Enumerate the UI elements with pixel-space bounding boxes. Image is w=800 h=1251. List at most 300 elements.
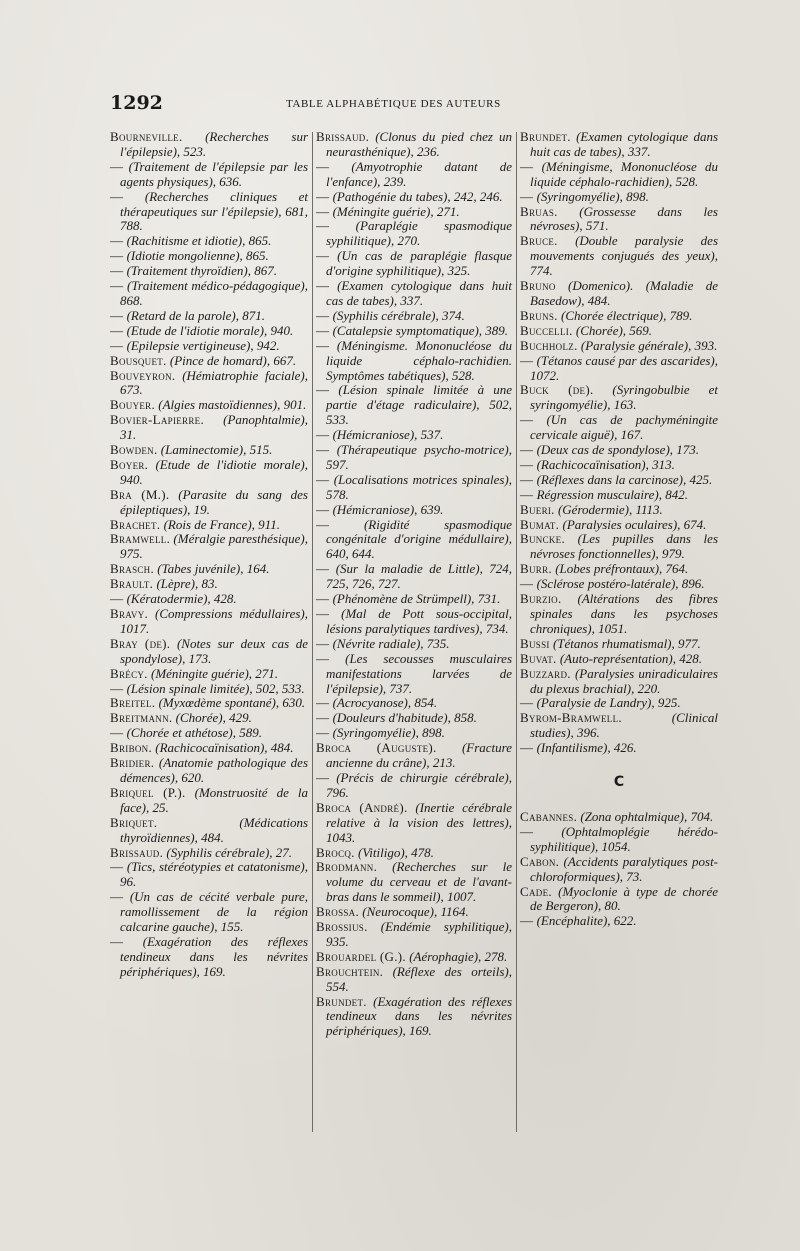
author-name: Bueri.	[520, 501, 555, 517]
entry-title-pages: (Exagération des réflexes tendineux dans les névrites périphériques), 169.	[326, 993, 513, 1039]
index-entry	[316, 920, 512, 950]
entry-title-pages: (Réflexe des orteils), 554.	[326, 963, 512, 994]
entry-title-pages: (Panophtalmie), 31.	[120, 412, 308, 443]
index-entry	[520, 473, 718, 488]
entry-title-pages: (Chorée), 429.	[175, 710, 252, 726]
entry-title-pages: (Grossesse dans les névroses), 571.	[530, 203, 718, 234]
author-name: —	[316, 591, 330, 607]
index-entry	[520, 696, 718, 711]
author-name: —	[316, 769, 330, 785]
entry-title-pages: (Paralysies uniradiculaires du plexus brachial), 220.	[530, 665, 718, 696]
entry-title-pages: (Laminectomie), 515.	[160, 442, 273, 458]
index-entry	[316, 607, 512, 637]
entry-title-pages: (Pathogénie du tabes), 242, 246.	[332, 188, 503, 204]
entry-title-pages: (Thérapeutique psycho-motrice), 597.	[326, 442, 512, 472]
author-name: Brouardel (G.).	[316, 948, 406, 964]
index-column-2	[316, 130, 512, 1039]
index-entry	[110, 682, 308, 697]
index-entry	[316, 473, 512, 503]
author-name: Bramwell.	[110, 531, 171, 547]
author-name: Buccelli.	[520, 322, 573, 338]
entry-title-pages: (Syringomyélie), 898.	[536, 188, 649, 204]
column-divider	[312, 132, 313, 1132]
index-entry	[110, 369, 308, 399]
index-entry	[520, 443, 718, 458]
author-name: —	[110, 248, 124, 264]
entry-title-pages: (Monstruosité de la face), 25.	[120, 784, 309, 815]
entry-title-pages: (Lèpre), 83.	[156, 576, 218, 592]
index-entry	[520, 324, 718, 339]
author-name: —	[110, 263, 124, 279]
index-entry	[316, 279, 512, 309]
entry-title-pages: (Altérations des fibres spinales dans les psychoses chroniques), 1051.	[530, 591, 718, 636]
index-entry	[316, 905, 512, 920]
author-name: —	[520, 352, 534, 368]
entry-title-pages: (Pince de homard), 667.	[169, 352, 297, 368]
author-name: Brissaud.	[110, 844, 164, 860]
author-name: Buchholz.	[520, 337, 578, 353]
entry-title-pages: (Zona ophtalmique), 704.	[580, 808, 714, 824]
entry-title-pages: (Idiotie mongolienne), 865.	[126, 248, 269, 264]
entry-title-pages: (Domenico). (Maladie de Basedow), 484.	[530, 278, 719, 308]
index-entry	[520, 383, 718, 413]
index-entry	[520, 234, 718, 279]
page-header	[110, 92, 710, 118]
entry-title-pages: (Tics, stéréotypies et catatonisme), 96.	[120, 859, 308, 890]
author-name: Cabannes.	[520, 808, 578, 824]
author-name: Burzio.	[520, 591, 562, 607]
entry-title-pages: (Clonus du pied chez un neurasthénique), 236.	[326, 129, 513, 159]
author-name: —	[316, 322, 330, 338]
index-entry	[110, 890, 308, 935]
column-divider	[516, 132, 517, 1132]
index-entry	[520, 279, 718, 309]
index-column-3	[520, 130, 718, 929]
author-name: —	[316, 471, 330, 487]
entry-title-pages: (Les pupilles dans les névroses fonctionnelles), 979.	[530, 531, 718, 562]
index-entry	[316, 219, 512, 249]
entry-title-pages: (Syringobulbie et syringomyélie), 163.	[530, 382, 718, 413]
entry-title-pages: (Examen cytologique dans huit cas de tabes), 337.	[530, 129, 719, 159]
index-entry	[110, 711, 308, 726]
index-entry	[316, 324, 512, 339]
author-name: Brodmann.	[316, 859, 378, 875]
index-entry	[110, 592, 308, 607]
index-entry	[110, 667, 308, 682]
author-name: Bra (M.).	[110, 486, 170, 502]
index-entry	[316, 711, 512, 726]
section-letter: C	[613, 774, 625, 791]
index-entry	[316, 190, 512, 205]
index-entry	[316, 503, 512, 518]
entry-title-pages: (Inertie cérébrale relative à la vision des lettres), 1043.	[326, 799, 512, 845]
index-entry	[110, 816, 308, 846]
author-name: Bumat.	[520, 516, 560, 532]
entry-title-pages: (Infantilisme), 426.	[536, 740, 637, 756]
entry-title-pages: (Névrite radiale), 735.	[332, 635, 450, 651]
index-entry	[520, 810, 718, 825]
entry-title-pages: (Méningisme, Mononucléose du liquide céphalo-rachidien), 528.	[530, 158, 718, 189]
index-entry	[316, 428, 512, 443]
author-name: Brocq.	[316, 844, 355, 860]
index-entry	[110, 607, 308, 637]
entry-title-pages: (Tétanos rhumatismal), 977.	[552, 635, 701, 651]
index-entry	[110, 354, 308, 369]
entry-title-pages: (Hémiatrophie faciale), 673.	[120, 367, 308, 398]
author-name: —	[316, 606, 330, 621]
entry-title-pages: (Paralysie de Landry), 925.	[536, 695, 681, 711]
author-name: —	[316, 710, 330, 726]
index-entry	[110, 309, 308, 324]
index-entry	[316, 562, 512, 592]
index-entry	[110, 249, 308, 264]
author-name: —	[110, 680, 124, 696]
author-name: Brouchtein.	[316, 963, 384, 979]
entry-title-pages: (Tabes juvénile), 164.	[157, 561, 270, 577]
entry-title-pages: (Kératodermie), 428.	[126, 591, 237, 607]
index-entry	[316, 846, 512, 861]
index-entry	[110, 846, 308, 861]
index-entry	[520, 667, 718, 697]
index-entry	[520, 488, 718, 503]
index-entry	[316, 726, 512, 741]
author-name: Bruas.	[520, 203, 558, 219]
index-entry	[110, 562, 308, 577]
author-name: Broca (André).	[316, 799, 408, 815]
index-entry	[316, 443, 512, 473]
index-entry	[520, 309, 718, 324]
author-name: —	[316, 278, 330, 294]
entry-title-pages: (Localisations motrices spinales), 578.	[326, 471, 513, 502]
entry-title-pages: (Ophtalmoplégie hérédo-syphilitique), 1054.	[530, 823, 718, 854]
author-name: Bouyer.	[110, 397, 156, 413]
entry-title-pages: (Endémie syphilitique), 935.	[326, 919, 512, 949]
author-name: Bovier-Lapierre.	[110, 412, 204, 428]
author-name: —	[520, 188, 534, 204]
index-entry	[316, 801, 512, 846]
author-name: —	[316, 337, 330, 353]
index-entry	[316, 741, 512, 771]
author-name: Bravy.	[110, 606, 149, 621]
entry-title-pages: (Retard de la parole), 871.	[126, 307, 265, 323]
author-name: Bruno	[520, 278, 556, 294]
entry-title-pages: (Sclérose postéro-latérale), 896.	[536, 576, 705, 592]
index-entry	[110, 398, 308, 413]
index-entry	[520, 532, 718, 562]
entry-title-pages: (Deux cas de spondylose), 173.	[536, 442, 700, 458]
author-name: —	[316, 382, 330, 398]
entry-title-pages: (Exagération des réflexes tendineux dans les névrites périphériques), 169.	[120, 933, 309, 979]
entry-title-pages: (Recherches sur l'épilepsie), 523.	[120, 129, 309, 159]
author-name: —	[316, 158, 330, 174]
author-name: —	[316, 516, 330, 532]
entry-title-pages: (Fracture ancienne du crâne), 213.	[326, 740, 512, 771]
index-entry	[316, 950, 512, 965]
index-entry	[110, 577, 308, 592]
entry-title-pages: (Auto-représentation), 428.	[559, 650, 702, 666]
entry-title-pages: (Encéphalite), 622.	[536, 913, 637, 929]
entry-title-pages: (Myoclonie à type de chorée de Bergeron), 80.	[530, 883, 718, 914]
author-name: Brécy.	[110, 665, 148, 681]
entry-title-pages: (Tétanos causé par des ascarides), 1072.	[530, 352, 718, 383]
entry-title-pages: (Recherches sur le volume du cerveau et de l'avant-bras dans le sommeil), 1007.	[326, 859, 513, 905]
index-entry	[520, 354, 718, 384]
author-name: Bruce.	[520, 233, 558, 249]
index-entry	[520, 190, 718, 205]
entry-title-pages: (Lobes préfrontaux), 764.	[555, 561, 689, 577]
entry-title-pages: (Algies mastoïdiennes), 901.	[158, 397, 307, 413]
index-entry	[316, 309, 512, 324]
author-name: Brossius.	[316, 919, 368, 935]
index-entry	[110, 190, 308, 235]
index-entry	[520, 503, 718, 518]
author-name: Briquet.	[110, 814, 158, 830]
author-name: —	[316, 442, 330, 458]
entry-title-pages: (Méningite guérie), 271.	[150, 665, 279, 681]
page-number: 1292	[110, 92, 163, 114]
entry-title-pages: (Douleurs d'habitude), 858.	[332, 710, 477, 726]
index-entry	[110, 458, 308, 488]
index-entry	[316, 592, 512, 607]
entry-title-pages: (Accidents paralytiques post-chloroformiques), 73.	[530, 853, 719, 884]
entry-title-pages: (Traitement de l'épilepsie par les agents physiques), 636.	[120, 158, 309, 189]
entry-title-pages: (Rachicocaïnisation), 484.	[155, 740, 294, 756]
author-name: —	[520, 695, 534, 711]
author-name: Broca (Auguste).	[316, 740, 437, 756]
index-entry	[316, 965, 512, 995]
index-entry	[520, 160, 718, 190]
author-name: —	[110, 889, 124, 905]
author-name: —	[110, 188, 124, 204]
author-name: Breitel.	[110, 695, 156, 711]
entry-title-pages: (Examen cytologique dans huit cas de tabes), 337.	[326, 278, 512, 308]
entry-title-pages: (Rigidité spasmodique congénitale d'origine médullaire), 640, 644.	[326, 516, 512, 562]
author-name: Briquel (P.).	[110, 784, 186, 800]
author-name: Buncke.	[520, 531, 566, 547]
entry-title-pages: (Phénomène de Strümpell), 731.	[332, 591, 501, 607]
entry-title-pages: (Traitement médico-pédagogique), 868.	[120, 278, 309, 308]
author-name: —	[316, 427, 330, 443]
index-entry	[520, 741, 718, 756]
index-entry	[520, 339, 718, 354]
author-name: —	[110, 307, 124, 323]
index-entry	[110, 532, 308, 562]
index-entry	[520, 518, 718, 533]
author-name: Brasch.	[110, 561, 155, 577]
author-name: —	[110, 933, 124, 949]
author-name: —	[110, 233, 124, 249]
index-entry	[316, 771, 512, 801]
index-entry	[110, 935, 308, 980]
index-entry	[110, 413, 308, 443]
running-title: TABLE ALPHABÉTIQUE DES AUTEURS	[286, 98, 501, 110]
author-name: Brundet.	[316, 993, 367, 1009]
entry-title-pages: (Etude de l'idiotie morale), 940.	[120, 456, 308, 487]
author-name: —	[316, 650, 330, 666]
author-name: —	[520, 740, 534, 756]
author-name: Byrom-Bramwell.	[520, 710, 622, 726]
author-name: —	[316, 188, 330, 204]
index-entry	[316, 860, 512, 905]
entry-title-pages: (Myxœdème spontané), 630.	[158, 695, 306, 711]
author-name: Brault.	[110, 576, 154, 592]
entry-title-pages: (Syphilis cérébrale), 374.	[332, 307, 465, 323]
index-columns	[110, 130, 718, 1140]
author-name: —	[316, 203, 330, 219]
author-name: —	[110, 278, 124, 294]
entry-title-pages: (Syringomyélie), 898.	[332, 725, 445, 741]
index-entry	[316, 518, 512, 563]
entry-title-pages: (Epilepsie vertigineuse), 942.	[126, 337, 280, 353]
entry-title-pages: (Un cas de pachyméningite cervicale aiguë), 167.	[530, 412, 718, 443]
index-entry	[520, 711, 718, 741]
author-name: Brachet.	[110, 516, 161, 532]
author-name: Cabon.	[520, 853, 560, 869]
entry-title-pages: (Gérodermie), 1113.	[557, 501, 663, 517]
index-entry	[110, 741, 308, 756]
index-entry	[110, 726, 308, 741]
index-entry	[110, 443, 308, 458]
index-entry	[110, 637, 308, 667]
entry-title-pages: (Amyotrophie datant de l'enfance), 239.	[326, 158, 512, 189]
index-entry	[520, 914, 718, 929]
author-name: —	[520, 412, 534, 428]
entry-title-pages: (Lésion spinale limitée), 502, 533.	[126, 680, 305, 696]
author-name: —	[316, 725, 330, 741]
entry-title-pages: (Notes sur deux cas de spondylose), 173.	[120, 635, 308, 666]
entry-title-pages: (Méningisme. Mononucléose du liquide céphalo-rachidien. Symptômes tabétiques), 528.	[326, 337, 513, 383]
index-entry	[520, 592, 718, 637]
author-name: Burr.	[520, 561, 552, 577]
entry-title-pages: (Etude de l'idiotie morale), 940.	[126, 322, 294, 338]
author-name: Breitmann.	[110, 710, 173, 726]
index-entry	[520, 205, 718, 235]
index-entry	[110, 339, 308, 354]
index-entry	[316, 130, 512, 160]
entry-title-pages: (Mal de Pott sous-occipital, lésions paralytiques tardives), 734.	[326, 606, 513, 636]
index-entry	[520, 652, 718, 667]
author-name: —	[110, 591, 124, 607]
author-name: Bussi	[520, 635, 550, 651]
author-name: Buck (de).	[520, 382, 594, 398]
entry-title-pages: (Clinical studies), 396.	[530, 710, 718, 741]
entry-title-pages: (Neurocoque), 1164.	[362, 904, 469, 920]
index-entry	[520, 577, 718, 592]
author-name: —	[110, 859, 124, 875]
entry-title-pages: (Syphilis cérébrale), 27.	[166, 844, 293, 860]
entry-title-pages: (Rachicocaïnisation), 313.	[536, 456, 675, 472]
entry-title-pages: (Méralgie paresthésique), 975.	[120, 531, 308, 562]
entry-title-pages: (Les secousses musculaires manifestations larvées de l'épilepsie), 737.	[326, 650, 513, 696]
entry-title-pages: (Médications thyroïdiennes), 484.	[120, 814, 308, 845]
entry-title-pages: (Compressions médullaires), 1017.	[120, 606, 308, 636]
author-name: —	[520, 576, 534, 592]
author-name: —	[520, 442, 534, 458]
index-entry	[520, 130, 718, 160]
index-column-3-entries	[520, 130, 718, 756]
author-name: Bridier.	[110, 755, 155, 771]
index-entry	[110, 160, 308, 190]
index-entry	[110, 130, 308, 160]
author-name: Brundet.	[520, 129, 571, 144]
index-entry	[316, 383, 512, 428]
author-name: —	[110, 337, 124, 353]
author-name: —	[520, 823, 534, 839]
author-name: Brissaud.	[316, 129, 370, 144]
index-column-1	[110, 130, 308, 980]
entry-title-pages: (Rois de France), 911.	[163, 516, 280, 532]
entry-title-pages: (Réflexes dans la carcinose), 425.	[536, 471, 713, 487]
author-name: Bousquet.	[110, 352, 167, 368]
entry-title-pages: (Sur la maladie de Little), 724, 725, 726, 727.	[326, 561, 512, 592]
author-name: —	[316, 307, 330, 323]
index-entry	[110, 279, 308, 309]
index-entry	[316, 696, 512, 711]
index-entry	[110, 234, 308, 249]
author-name: Bray (de).	[110, 635, 171, 651]
entry-title-pages: (Acrocyanose), 854.	[332, 695, 438, 711]
index-entry	[520, 885, 718, 915]
index-entry	[110, 264, 308, 279]
author-name: —	[110, 158, 124, 174]
index-entry	[520, 855, 718, 885]
author-name: Bribon.	[110, 740, 153, 756]
author-name: —	[316, 561, 330, 577]
index-entry	[316, 637, 512, 652]
index-entry	[520, 458, 718, 473]
entry-title-pages: (Hémicraniose), 639.	[332, 501, 444, 517]
author-name: Bowden.	[110, 442, 158, 458]
author-name: —	[520, 471, 534, 487]
entry-title-pages: (Anatomie pathologique des démences), 620.	[120, 755, 308, 785]
author-name: Buvat.	[520, 650, 557, 666]
entry-title-pages: (Double paralysie des mouvements conjugués des yeux), 774.	[530, 233, 719, 279]
author-name: —	[520, 913, 534, 929]
author-name: Bruns.	[520, 307, 558, 323]
author-name: —	[520, 486, 534, 502]
author-name: —	[110, 725, 124, 741]
author-name: Bouveyron.	[110, 367, 176, 383]
index-entry	[520, 562, 718, 577]
author-name: Cade.	[520, 883, 552, 899]
entry-title-pages: (Paralysies oculaires), 674.	[562, 516, 707, 532]
section-c-entries	[520, 810, 718, 929]
entry-title-pages: (Un cas de paraplégie flasque d'origine syphilitique), 325.	[326, 248, 512, 279]
index-entry	[520, 825, 718, 855]
entry-title-pages: (Méningite guérie), 271.	[332, 203, 460, 219]
index-entry	[316, 339, 512, 384]
entry-title-pages: (Chorée), 569.	[575, 322, 653, 338]
index-entry	[110, 756, 308, 786]
entry-title-pages: (Chorée électrique), 789.	[560, 307, 693, 323]
index-entry	[110, 696, 308, 711]
index-entry	[316, 205, 512, 220]
entry-title-pages: (Traitement thyroïdien), 867.	[126, 263, 278, 279]
author-name: Brossa.	[316, 904, 360, 920]
index-entry	[316, 995, 512, 1040]
entry-title-pages: (Rachitisme et idiotie), 865.	[126, 233, 272, 249]
entry-title-pages: (Vitiligo), 478.	[357, 844, 434, 860]
index-entry	[110, 488, 308, 518]
index-entry	[110, 324, 308, 339]
index-entry	[520, 413, 718, 443]
author-name: Boyer.	[110, 456, 149, 472]
author-name: —	[110, 322, 124, 338]
author-name: Bourneville.	[110, 129, 183, 144]
entry-title-pages: (Aérophagie), 278.	[409, 948, 508, 964]
index-entry	[316, 160, 512, 190]
index-entry	[316, 249, 512, 279]
